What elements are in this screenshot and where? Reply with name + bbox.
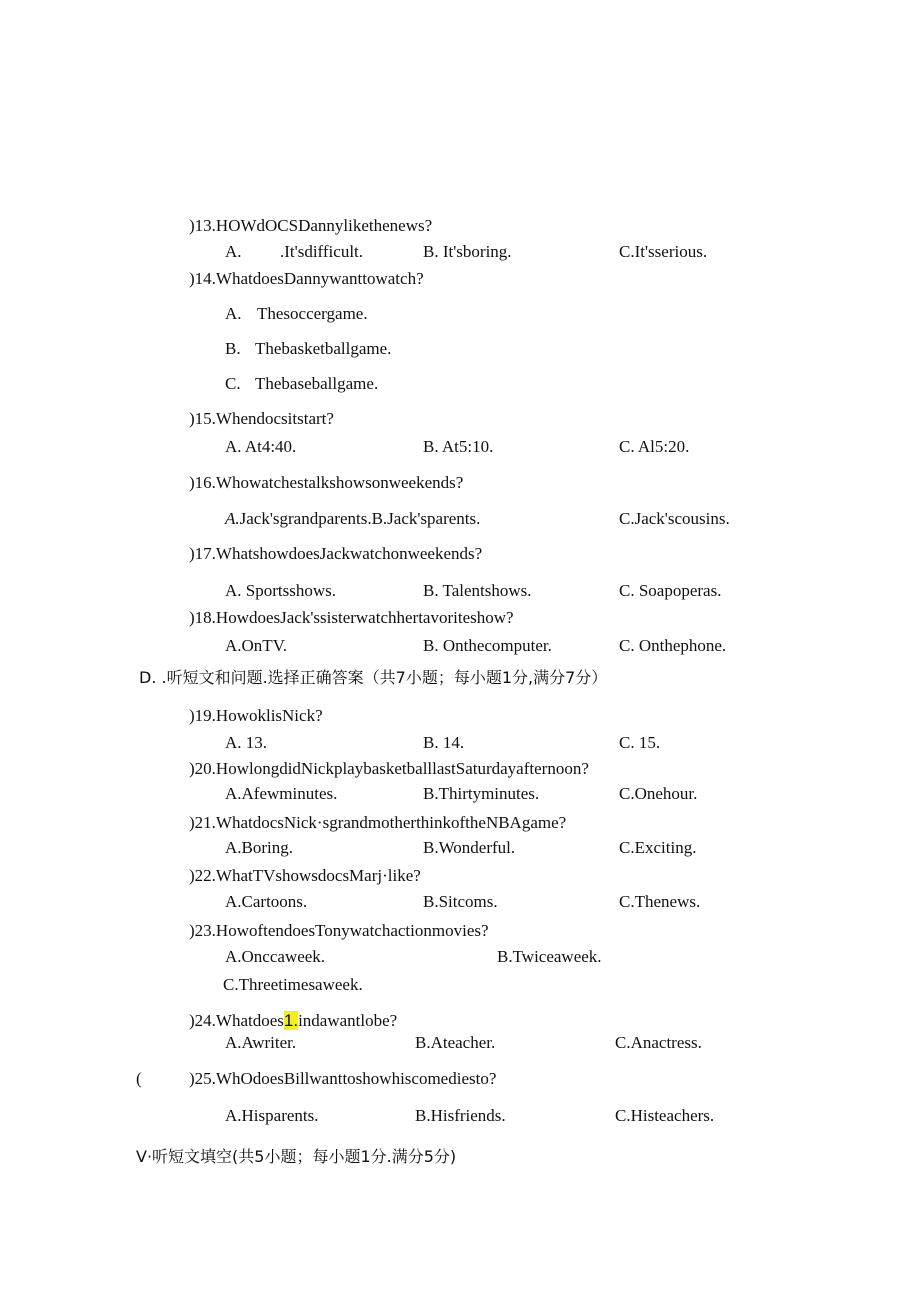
- section-v-heading: V·听短文填空(共5小题；每小题1分.满分5分): [136, 1147, 457, 1166]
- q23-stem: )23.HowoftendoesTonywatchactionmovies?: [189, 921, 489, 940]
- q13-stem: )13.HOWdOCSDannylikethenews?: [189, 216, 433, 235]
- q24-stem: [189, 1011, 397, 1031]
- q14-option-a: Thesoccergame.: [257, 304, 368, 323]
- q17-option-a: A. Sportsshows.: [225, 581, 336, 600]
- q14-option-c: Thebaseballgame.: [255, 374, 379, 393]
- q15-option-c: C. Al5:20.: [619, 437, 690, 456]
- section-d-heading: D. .听短文和问题.选择正确答案（共7小题；每小题1分,满分7分）: [139, 668, 608, 687]
- q25-paren: (: [136, 1069, 142, 1088]
- q18-option-c: C. Onthephone.: [619, 636, 727, 655]
- q21-stem: )21.WhatdocsNick·sgrandmotherthinkoftheNBAgame?: [189, 813, 567, 832]
- q18-option-a: A.OnTV.: [225, 636, 288, 655]
- q14-option-b-prefix: B.: [225, 339, 241, 358]
- q14-option-a-prefix: A.: [225, 304, 242, 323]
- q16-option-ab-text: Jack'sgrandparents.B.Jack'sparents.: [239, 509, 481, 528]
- q24-stem-post: indawantlobe?: [298, 1011, 398, 1030]
- q17-option-c: C. Soapoperas.: [619, 581, 722, 600]
- q20-option-a: A.Afewminutes.: [225, 784, 338, 803]
- q24-option-b: B.Ateacher.: [415, 1033, 496, 1052]
- q16-stem: )16.Whowatchestalkshowsonweekends?: [189, 473, 464, 492]
- q15-option-a: A. At4:40.: [225, 437, 297, 456]
- q19-option-a: A. 13.: [225, 733, 268, 752]
- q24-option-c: C.Anactress.: [615, 1033, 702, 1052]
- q15-stem: )15.Whendocsitstart?: [189, 409, 334, 428]
- q16-option-ab: [225, 509, 480, 529]
- q20-stem: )20.HowlongdidNickplaybasketballlastSaturdayafternoon?: [189, 759, 589, 778]
- q20-option-c: C.Onehour.: [619, 784, 698, 803]
- q22-option-b: B.Sitcoms.: [423, 892, 498, 911]
- q19-option-b: B. 14.: [423, 733, 465, 752]
- q22-option-a: A.Cartoons.: [225, 892, 308, 911]
- q15-option-b: B. At5:10.: [423, 437, 494, 456]
- q13-option-a-prefix: A.: [225, 242, 242, 261]
- q21-option-a: A.Boring.: [225, 838, 293, 857]
- q22-stem: )22.WhatTVshowsdocsMarj·like?: [189, 866, 421, 885]
- q25-option-c: C.Histeachers.: [615, 1106, 715, 1125]
- q24-option-a: A.Awriter.: [225, 1033, 297, 1052]
- q22-option-c: C.Thenews.: [619, 892, 701, 911]
- q19-option-c: C. 15.: [619, 733, 661, 752]
- q13-option-b: B. It'sboring.: [423, 242, 512, 261]
- q20-option-b: B.Thirtyminutes.: [423, 784, 540, 803]
- q16-option-a-prefix: A.: [225, 509, 240, 528]
- q24-stem-pre: )24.Whatdoes: [189, 1011, 284, 1030]
- q17-stem: )17.WhatshowdoesJackwatchonweekends?: [189, 544, 483, 563]
- q23-option-b: B.Twiceaweek.: [497, 947, 602, 966]
- q25-stem: )25.WhOdoesBillwanttoshowhiscomediesto?: [189, 1069, 497, 1088]
- q23-option-a: A.Onccaweek.: [225, 947, 326, 966]
- q13-option-a: .It'sdifficult.: [280, 242, 364, 261]
- q14-stem: )14.WhatdoesDannywanttowatch?: [189, 269, 424, 288]
- q19-stem: )19.HowoklisNick?: [189, 706, 323, 725]
- q14-option-b: Thebasketballgame.: [255, 339, 392, 358]
- q13-option-c: C.It'sserious.: [619, 242, 708, 261]
- q18-stem: )18.HowdoesJack'ssisterwatchhertavoriteshow?: [189, 608, 514, 627]
- q25-option-b: B.Hisfriends.: [415, 1106, 506, 1125]
- q25-option-a: A.Hisparents.: [225, 1106, 319, 1125]
- q14-option-c-prefix: C.: [225, 374, 241, 393]
- q17-option-b: B. Talentshows.: [423, 581, 532, 600]
- q24-stem-highlight: 1.: [283, 1011, 299, 1030]
- q21-option-c: C.Exciting.: [619, 838, 697, 857]
- q16-option-c: C.Jack'scousins.: [619, 509, 730, 528]
- q18-option-b: B. Onthecomputer.: [423, 636, 552, 655]
- q23-option-c: C.Threetimesaweek.: [223, 975, 363, 994]
- q21-option-b: B.Wonderful.: [423, 838, 516, 857]
